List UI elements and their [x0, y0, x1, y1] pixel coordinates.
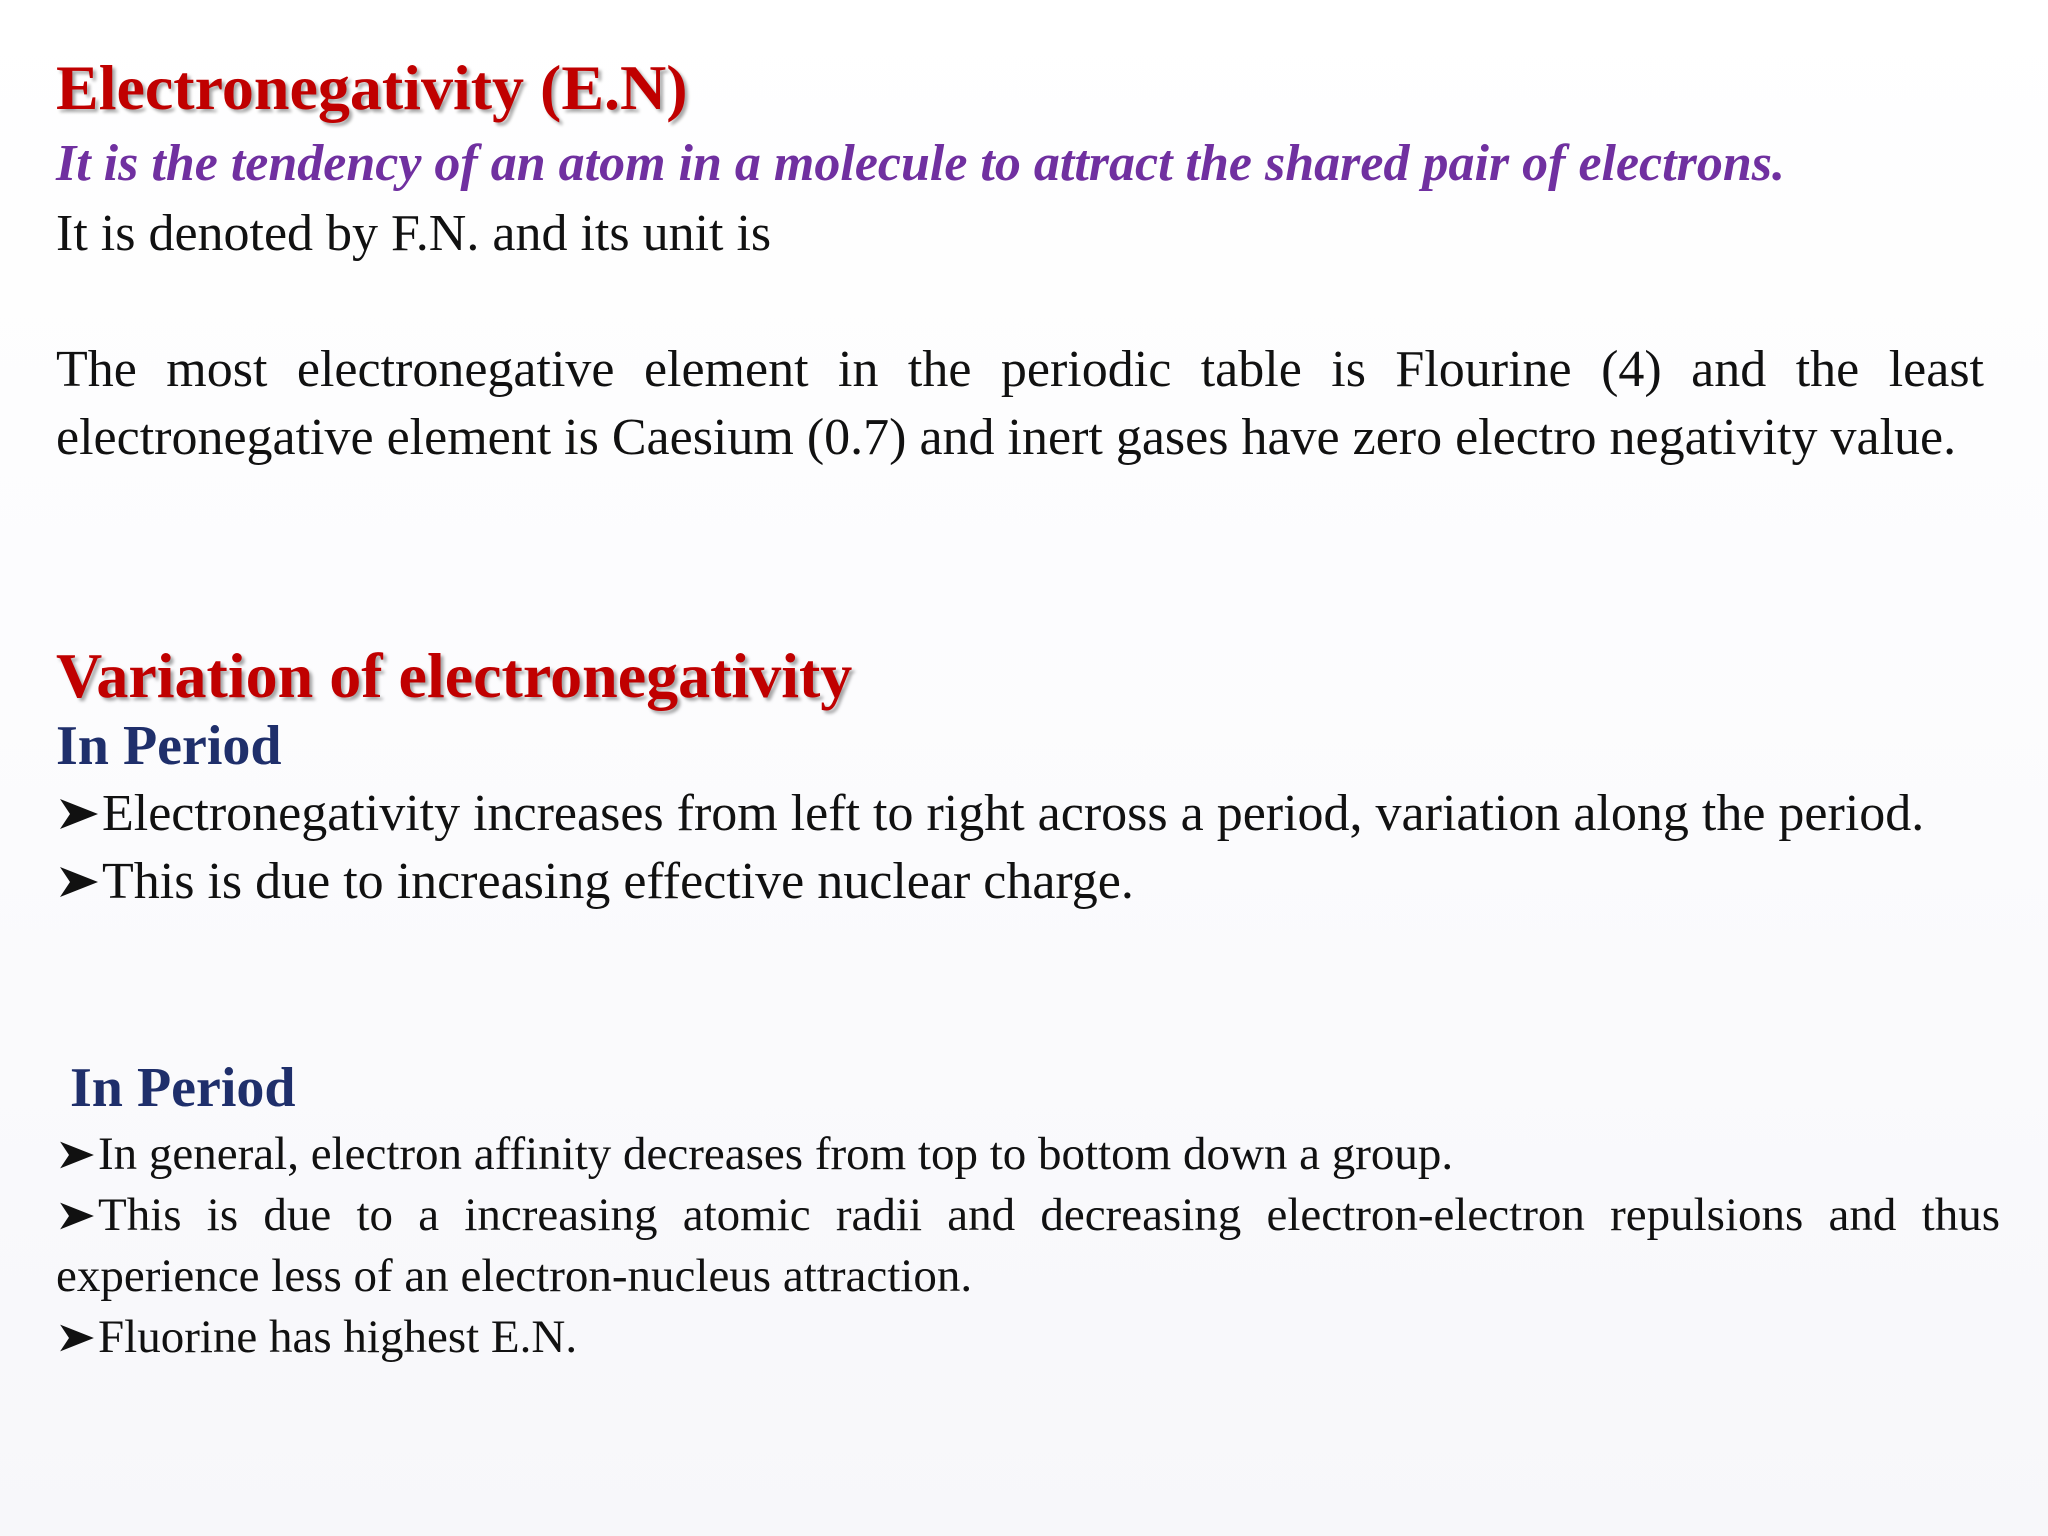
section1-heading: In Period	[56, 715, 282, 777]
list-item	[56, 1124, 2000, 1185]
variation-heading: Variation of electronegativity	[56, 640, 853, 711]
list-item	[56, 1185, 2000, 1307]
section2-heading: In Period	[70, 1057, 296, 1119]
section2-bullet-list	[56, 1124, 2000, 1368]
arrowhead-bullet-icon	[56, 1139, 98, 1171]
arrowhead-bullet-icon	[56, 1322, 98, 1354]
denoted-line: It is denoted by F.N. and its unit is	[56, 205, 772, 262]
slide-title: Electronegativity (E.N)	[56, 52, 688, 123]
bullet-text: Fluorine has highest E.N.	[98, 1311, 578, 1363]
bullet-text: In general, electron affinity decreases from top to bottom down a group.	[98, 1128, 1454, 1180]
definition-text: It is the tendency of an atom in a molecule to attract the shared pair of electrons.	[56, 135, 1785, 192]
arrowhead-bullet-icon	[56, 1200, 98, 1232]
bullet-text: This is due to increasing effective nuclear charge.	[102, 853, 1134, 910]
most-least-paragraph: The most electronegative element in the periodic table is Flourine (4) and the least electronegative element is Caesium (0.7) and inert gases have zero electro negativity value.	[56, 341, 1984, 466]
list-item	[56, 1307, 2000, 1368]
arrowhead-bullet-icon	[56, 796, 102, 832]
list-item	[56, 848, 2000, 916]
list-item	[56, 780, 2000, 848]
arrowhead-bullet-icon	[56, 864, 102, 900]
bullet-text: This is due to a increasing atomic radii and decreasing electron-electron repulsions and thus experience less of an electron-nucleus attraction.	[56, 1189, 2000, 1302]
section1-bullet-list	[56, 780, 2000, 916]
bullet-text: Electronegativity increases from left to right across a period, variation along the period.	[102, 785, 1925, 842]
